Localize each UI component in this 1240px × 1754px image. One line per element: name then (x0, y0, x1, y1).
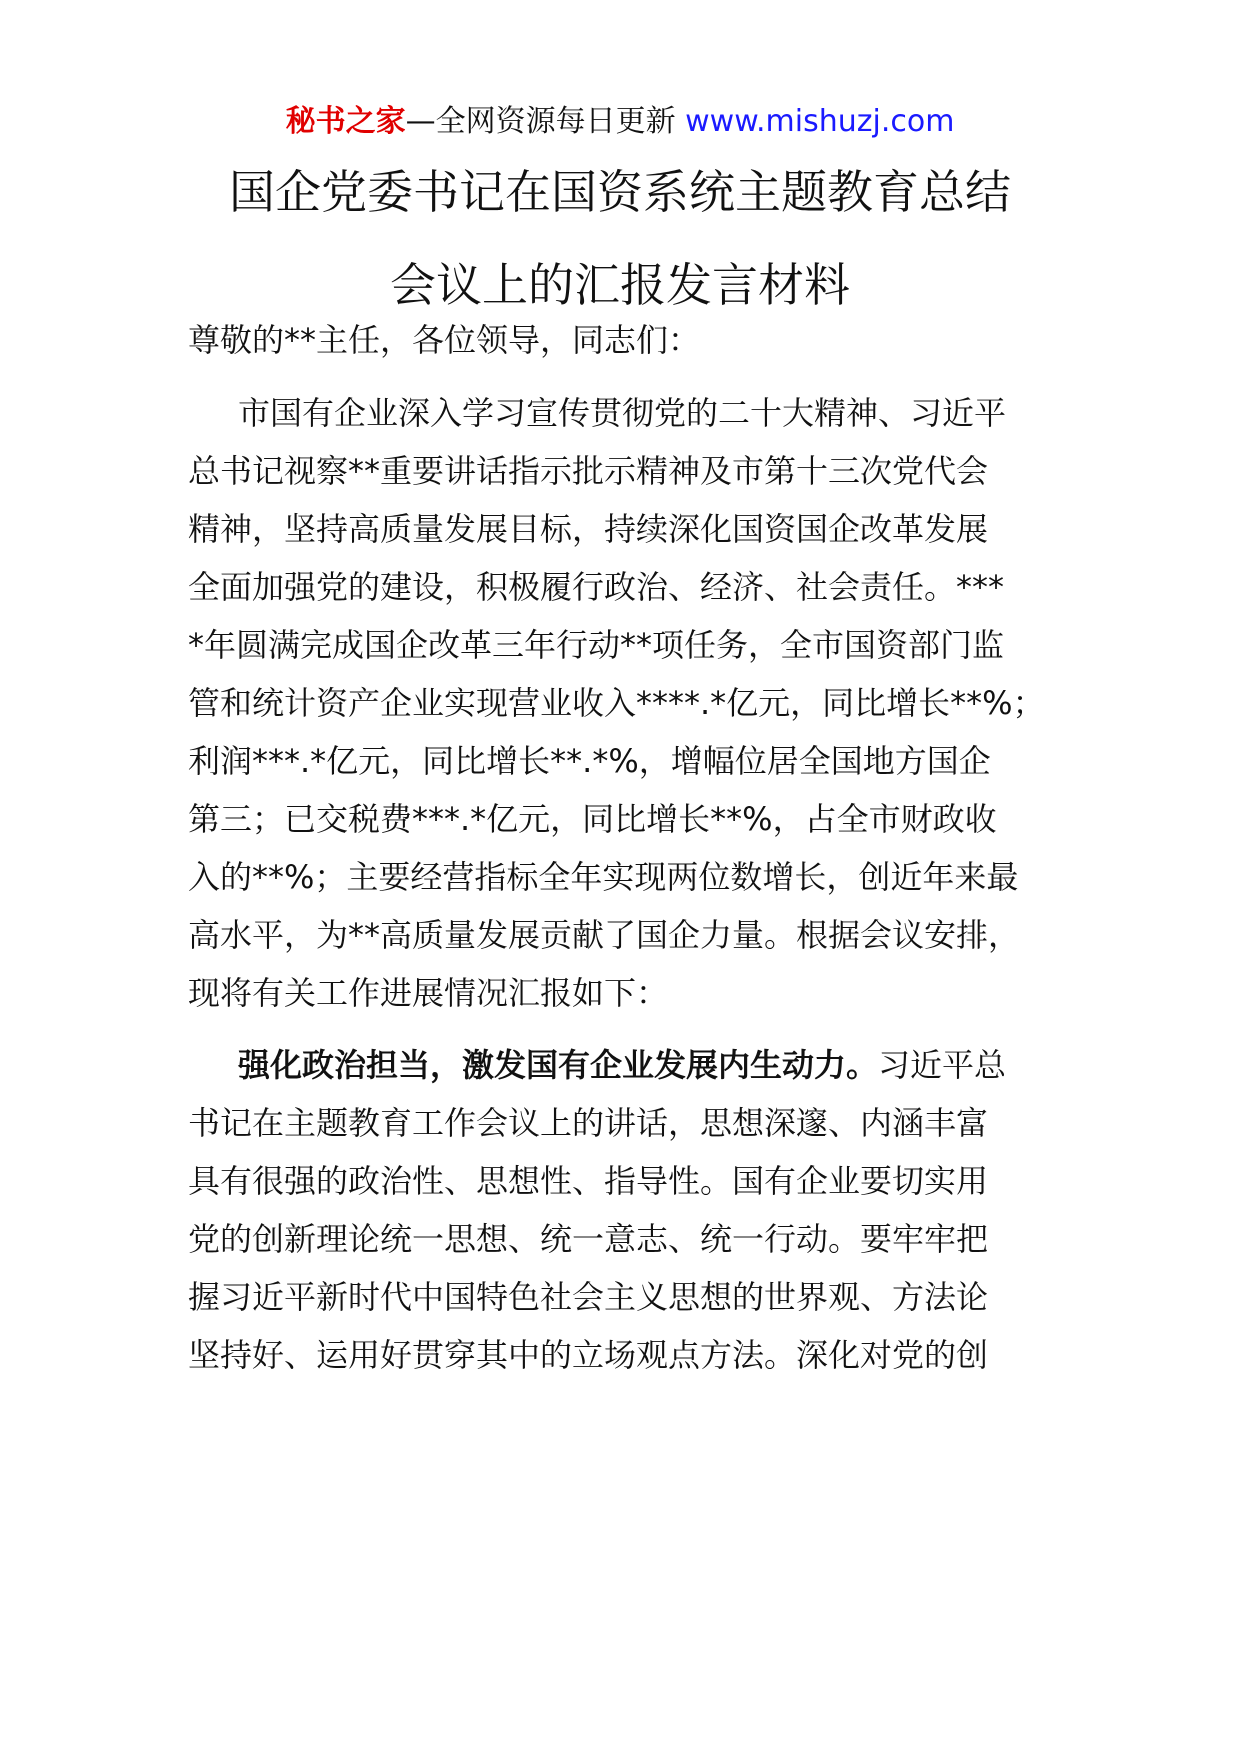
section-heading: 强化政治担当，激发国有企业发展内生动力。 (238, 1046, 879, 1084)
paragraph-line: 党的创新理论统一思想、统一意志、统一行动。要牢牢把 (188, 1220, 989, 1258)
document-title-line-1: 国企党委书记在国资系统主题教育总结 (229, 165, 1011, 219)
paragraph-line: 总书记视察**重要讲话指示批示精神及市第十三次党代会 (188, 452, 989, 490)
paragraph-line (238, 1043, 1006, 1087)
site-url-link[interactable]: www.mishuzj.com (685, 104, 955, 139)
document-title-line-2: 会议上的汇报发言材料 (390, 258, 850, 312)
salutation: 尊敬的**主任，各位领导，同志们： (188, 321, 701, 359)
paragraph-line: 书记在主题教育工作会议上的讲话，思想深邃、内涵丰富 (188, 1104, 989, 1142)
paragraph-line: *年圆满完成国企改革三年行动**项任务，全市国资部门监 (188, 626, 1005, 664)
paragraph-line: 握习近平新时代中国特色社会主义思想的世界观、方法论 (188, 1278, 989, 1316)
paragraph-line: 现将有关工作进展情况汇报如下： (188, 974, 669, 1012)
paragraph-line: 坚持好、运用好贯穿其中的立场观点方法。深化对党的创 (188, 1336, 989, 1374)
paragraph-line: 具有很强的政治性、思想性、指导性。国有企业要切实用 (188, 1162, 989, 1200)
paragraph-line: 精神，坚持高质量发展目标，持续深化国资国企改革发展 (188, 510, 989, 548)
paragraph-line: 全面加强党的建设，积极履行政治、经济、社会责任。*** (188, 568, 1005, 606)
paragraph-line: 市国有企业深入学习宣传贯彻党的二十大精神、习近平 (238, 394, 1007, 432)
paragraph-line: 入的**%；主要经营指标全年实现两位数增长，创近年来最 (188, 858, 1019, 896)
paragraph-line: 利润***.*亿元，同比增长**.*%，增幅位居全国地方国企 (188, 742, 991, 780)
paragraph-line: 第三；已交税费***.*亿元，同比增长**%，占全市财政收 (188, 800, 997, 838)
brand-name: 秘书之家 (285, 104, 406, 139)
paragraph-line: 高水平，为**高质量发展贡献了国企力量。根据会议安排， (188, 916, 1021, 954)
site-header (0, 100, 1240, 144)
paragraph-line: 管和统计资产企业实现营业收入****.*亿元，同比增长**%； (188, 684, 1045, 722)
paragraph-text: 习近平总 (878, 1046, 1007, 1084)
header-tagline: —全网资源每日更新 (405, 104, 686, 139)
